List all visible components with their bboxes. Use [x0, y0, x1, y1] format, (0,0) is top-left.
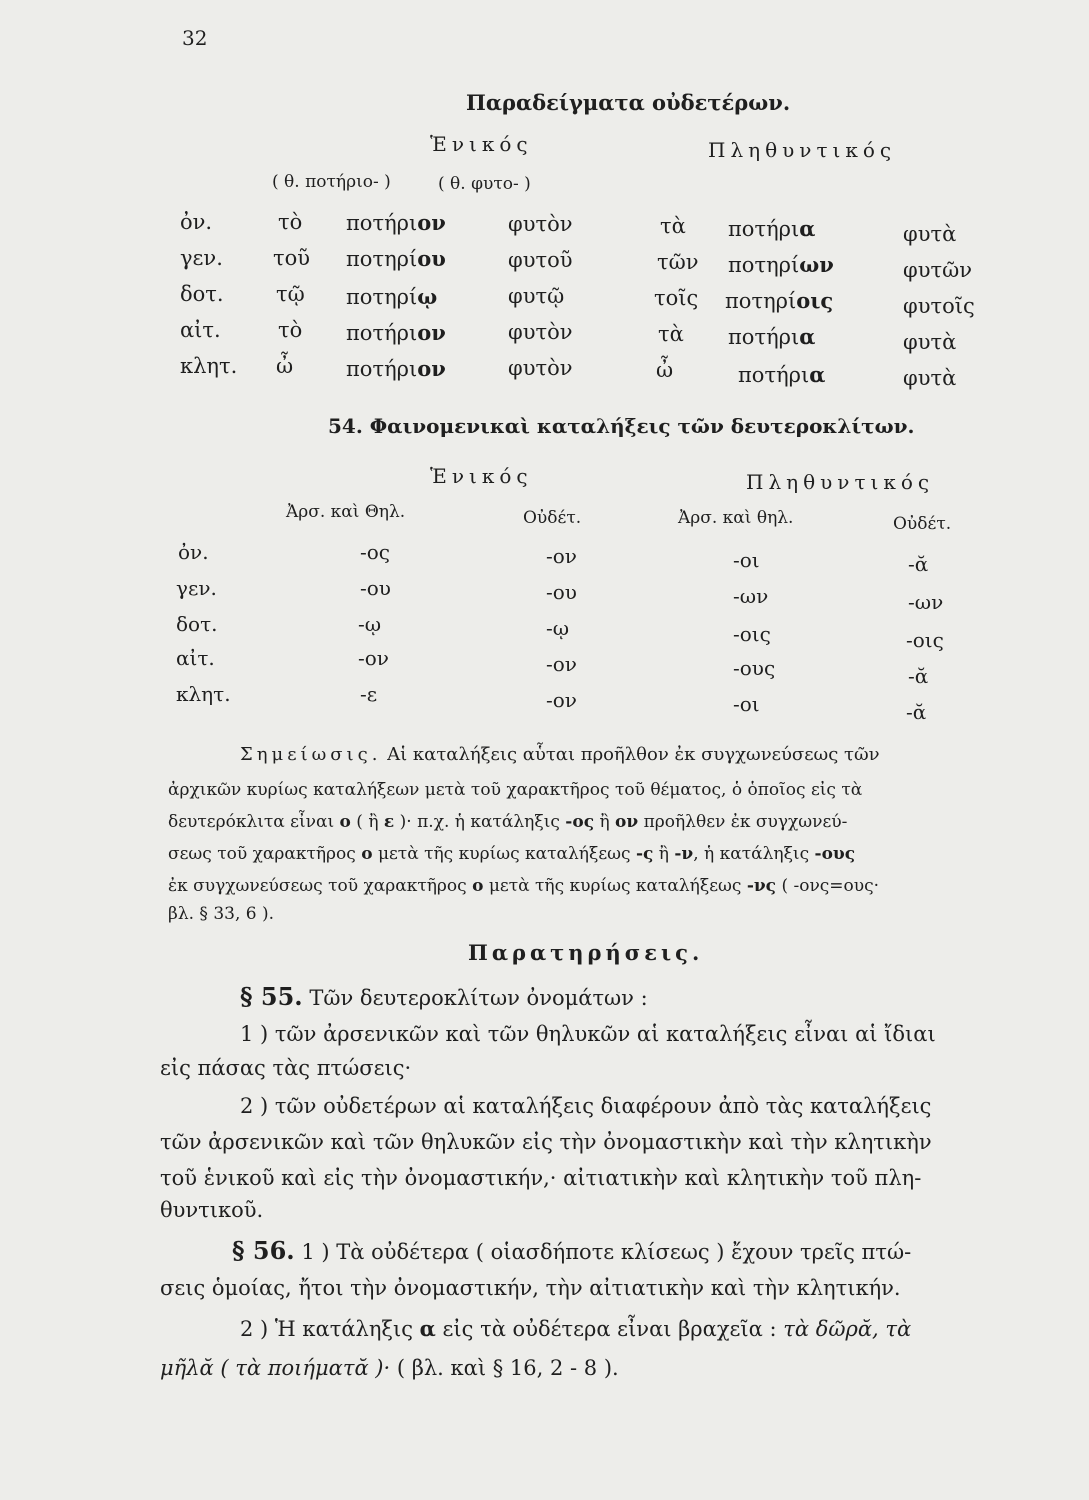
ending-n-pl: -ᾰ	[908, 552, 929, 576]
case-label: δοτ.	[180, 282, 224, 306]
ending-mf-pl: -οι	[733, 548, 760, 572]
ending-n-pl: -οις	[906, 628, 944, 652]
phyton-sg: φυτοῦ	[508, 248, 573, 272]
s55-p2-line2: τῶν ἀρσενικῶν καὶ τῶν θηλυκῶν εἰς τὴν ὀνομαστικὴν καὶ τὴν κλητικὴν	[160, 1130, 932, 1154]
poterion-sg: ποτηρίῳ	[346, 284, 438, 309]
section53-title: Παραδείγματα οὐδετέρων.	[466, 90, 791, 115]
s55-p1-line2: εἰς πάσας τὰς πτώσεις·	[160, 1056, 412, 1080]
poterion-sg: ποτήριον	[346, 356, 446, 381]
ending-n-sg: -ον	[546, 544, 577, 568]
section53-singular-heading: Ἑνικός	[430, 132, 533, 156]
case-label: αἰτ.	[180, 318, 221, 342]
poterion-pl: ποτήρια	[738, 362, 826, 387]
ending-n-sg: -ῳ	[546, 616, 570, 640]
case-label: δοτ.	[176, 612, 218, 636]
ending-mf-pl: -οις	[733, 622, 771, 646]
section53-plural-heading: Πληθυντικός	[708, 138, 897, 162]
s56-p1-line1: § 56. 1 ) Τὰ οὐδέτερα ( οἱασδήποτε κλίσεως ) ἔχουν τρεῖς πτώ-	[232, 1236, 912, 1265]
col-head-neut-sg: Οὐδέτ.	[523, 508, 582, 528]
case-label: ὀν.	[178, 540, 209, 564]
case-label: γεν.	[180, 246, 223, 270]
col-head-masc-fem-sg: Ἀρσ. καὶ Θηλ.	[286, 502, 406, 522]
poterion-pl: ποτηρίοις	[725, 288, 834, 313]
ending-n-sg: -ον	[546, 688, 577, 712]
case-label: κλητ.	[176, 682, 231, 706]
ending-mf-pl: -ους	[733, 656, 776, 680]
poterion-sg: ποτήριον	[346, 320, 446, 345]
article-sg: τῷ	[276, 282, 305, 306]
note-label: Σημείωσις.	[240, 744, 382, 765]
s55-p1-line1: 1 ) τῶν ἀρσενικῶν καὶ τῶν θηλυκῶν αἱ καταλήξεις εἶναι αἱ ἴδιαι	[240, 1022, 936, 1046]
observations-heading: Παρατηρήσεις.	[468, 940, 704, 965]
col-head-neut-pl: Οὐδέτ.	[893, 514, 952, 534]
ending-mf-pl: -οι	[733, 692, 760, 716]
phyton-sg: φυτὸν	[508, 356, 573, 380]
ending-mf-sg: -ου	[360, 576, 391, 600]
poterion-sg: ποτήριον	[346, 210, 446, 235]
phyton-pl: φυτῶν	[903, 258, 972, 282]
article-pl: τοῖς	[654, 286, 699, 310]
article-pl: τὰ	[658, 322, 684, 346]
section54-plural-heading: Πληθυντικός	[746, 470, 935, 494]
ending-n-pl: -ᾰ	[908, 664, 929, 688]
ending-n-sg: -ον	[546, 652, 577, 676]
note-line-2: ἀρχικῶν κυρίως καταλήξεων μετὰ τοῦ χαρακτῆρος τοῦ θέματος, ὁ ὁποῖος εἰς τὰ	[168, 780, 863, 800]
note-line-5: ἐκ συγχωνεύσεως τοῦ χαρακτῆρος ο μετὰ τῆς κυρίως καταλήξεως -νς ( -ονς=ους·	[168, 876, 880, 896]
s55-number: § 55.	[240, 982, 303, 1011]
ending-n-pl: -ων	[908, 590, 944, 614]
s55-p2-line4: θυντικοῦ.	[160, 1198, 264, 1222]
ending-mf-pl: -ων	[733, 584, 769, 608]
s55-intro: § 55. Τῶν δευτεροκλίτων ὀνομάτων :	[240, 982, 648, 1011]
ending-mf-sg: -ον	[358, 646, 389, 670]
s56-number: § 56.	[232, 1236, 295, 1265]
phyton-sg: φυτὸν	[508, 212, 573, 236]
note-line-3: δευτερόκλιτα εἶναι ο ( ἢ ε )· π.χ. ἡ κατάληξις -ος ἢ ον προῆλθεν ἐκ συγχωνεύ-	[168, 812, 848, 832]
case-label: γεν.	[176, 576, 217, 600]
s55-p2-line1: 2 ) τῶν οὐδετέρων αἱ καταλήξεις διαφέρουν ἀπὸ τὰς καταλήξεις	[240, 1094, 932, 1118]
ending-mf-sg: -ῳ	[358, 612, 382, 636]
poterion-pl: ποτήρια	[728, 216, 816, 241]
note-line-4: σεως τοῦ χαρακτῆρος ο μετὰ τῆς κυρίως καταλήξεως -ς ἢ -ν, ἡ κατάληξις -ους	[168, 844, 856, 864]
note-line-1: Σημείωσις. Αἱ καταλήξεις αὗται προῆλθον ἐκ συγχωνεύσεως τῶν	[240, 744, 880, 765]
case-label: ὀν.	[180, 210, 213, 234]
article-sg: ὦ	[276, 354, 294, 378]
article-sg: τὸ	[278, 318, 303, 342]
section54-title: 54. Φαινομενικαὶ καταλήξεις τῶν δευτεροκλίτων.	[328, 414, 915, 438]
poterion-pl: ποτηρίων	[728, 252, 834, 277]
phyton-pl: φυτοῖς	[903, 294, 975, 318]
ending-mf-sg: -ε	[360, 682, 378, 706]
article-sg: τὸ	[278, 210, 303, 234]
page-number: 32	[182, 26, 208, 50]
article-pl: ὦ	[656, 358, 674, 382]
note-line-6: βλ. § 33, 6 ).	[168, 904, 275, 924]
phyton-pl: φυτὰ	[903, 330, 957, 354]
phyton-pl: φυτὰ	[903, 366, 957, 390]
case-label: κλητ.	[180, 354, 238, 378]
article-sg: τοῦ	[273, 246, 311, 270]
poterion-pl: ποτήρια	[728, 324, 816, 349]
section53-stem-phyto: ( θ. φυτο- )	[438, 174, 531, 194]
ending-n-sg: -ου	[546, 580, 577, 604]
case-label: αἰτ.	[176, 646, 215, 670]
phyton-sg: φυτῷ	[508, 284, 565, 308]
article-pl: τὰ	[660, 214, 686, 238]
section54-singular-heading: Ἑνικός	[430, 464, 533, 488]
ending-mf-sg: -ος	[360, 540, 390, 564]
col-head-masc-fem-pl: Ἀρσ. καὶ θηλ.	[678, 508, 794, 528]
section53-stem-poterio: ( θ. ποτήριο- )	[272, 172, 391, 192]
article-pl: τῶν	[657, 250, 699, 274]
s56-p2-line2: μῆλᾰ ( τὰ ποιήματᾰ )· ( βλ. καὶ § 16, 2 - 8 ).	[160, 1356, 619, 1380]
poterion-sg: ποτηρίου	[346, 246, 446, 271]
ending-n-pl: -ᾰ	[906, 700, 927, 724]
s56-p1-line2: σεις ὁμοίας, ἤτοι τὴν ὀνομαστικήν, τὴν αἰτιατικὴν καὶ τὴν κλητικήν.	[160, 1276, 901, 1300]
s55-p2-line3: τοῦ ἑνικοῦ καὶ εἰς τὴν ὀνομαστικήν,· αἰτιατικὴν καὶ κλητικὴν τοῦ πλη-	[160, 1166, 922, 1190]
phyton-pl: φυτὰ	[903, 222, 957, 246]
s56-p2-line1: 2 ) Ἡ κατάληξις α εἰς τὰ οὐδέτερα εἶναι βραχεῖα : τὰ δῶρᾰ, τὰ	[240, 1316, 912, 1341]
phyton-sg: φυτὸν	[508, 320, 573, 344]
